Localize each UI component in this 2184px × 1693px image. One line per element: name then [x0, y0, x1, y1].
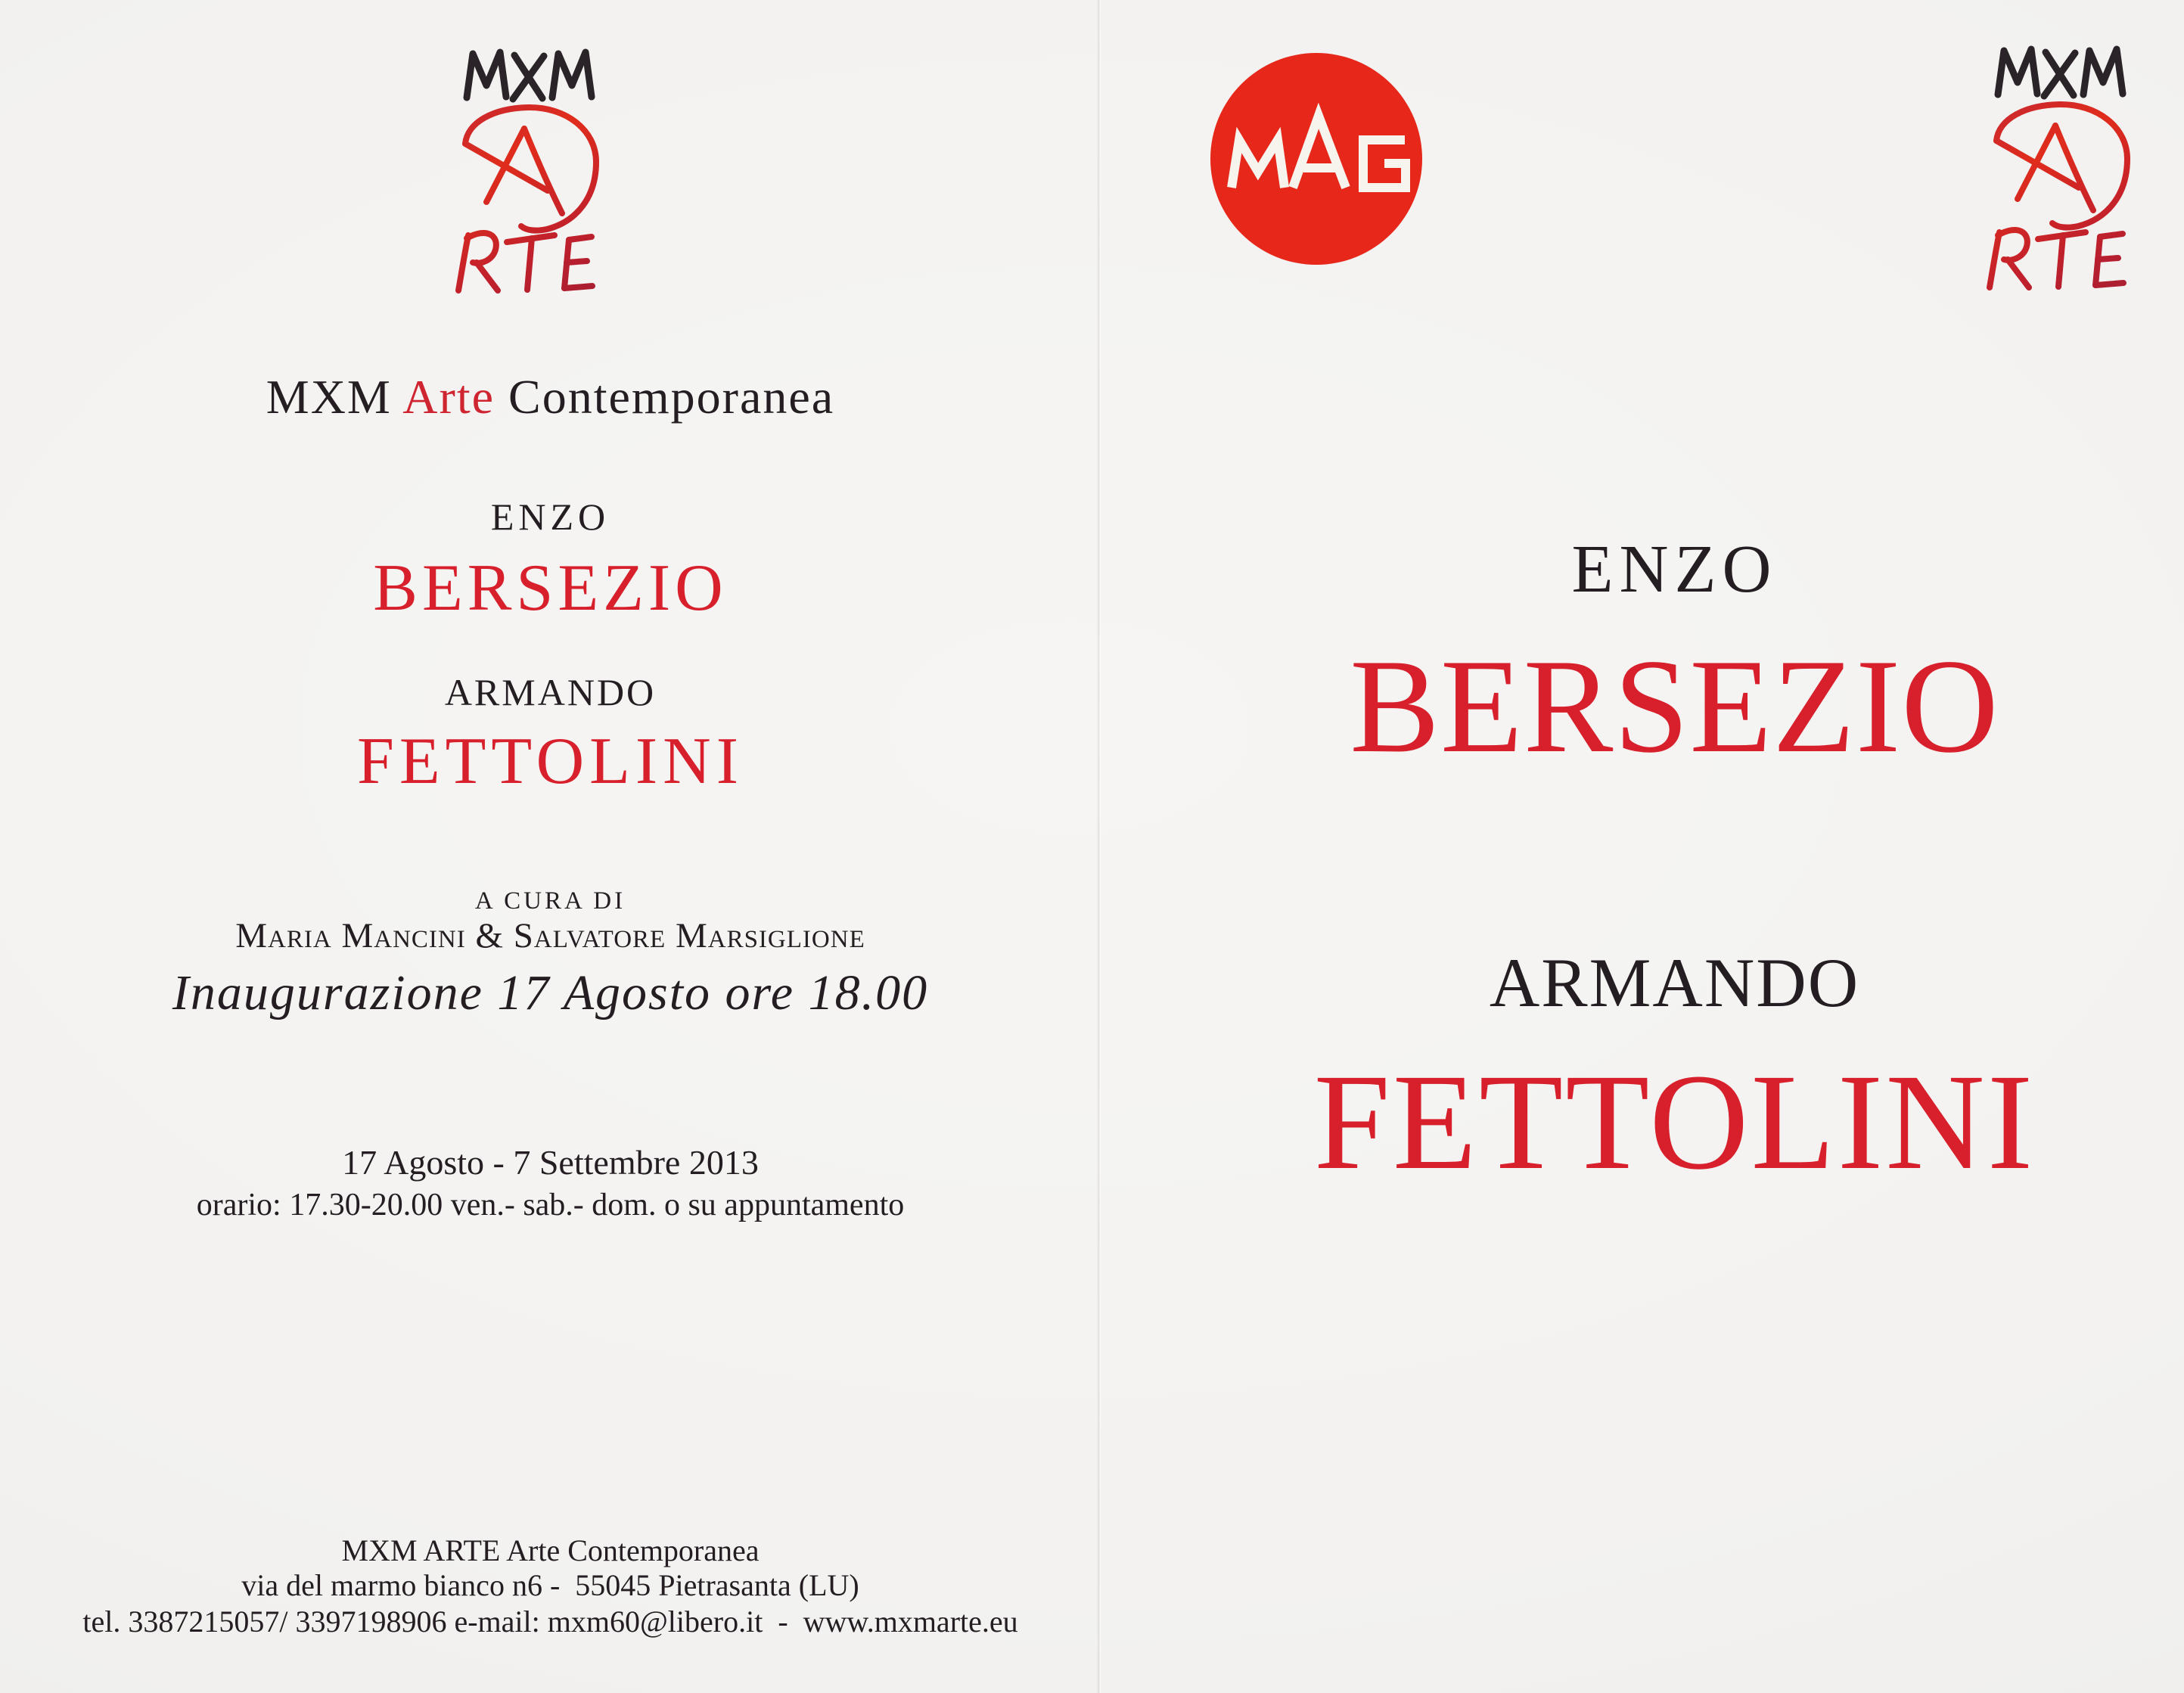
- gallery-title-arte: Arte: [402, 370, 496, 424]
- hours-line: orario: 17.30-20.00 ven.- sab.- dom. o su appuntamento: [196, 1188, 905, 1222]
- curators-line: Maria Mancini & Salvatore Marsiglione: [235, 916, 865, 955]
- dates-line: 17 Agosto - 7 Settembre 2013: [342, 1143, 759, 1182]
- curated-by-label: A CURA DI: [474, 887, 626, 915]
- gallery-title: [0, 370, 1101, 424]
- artist-last-name: FETTOLINI: [1313, 1046, 2036, 1198]
- gallery-title-contemporanea: Contemporanea: [508, 370, 835, 424]
- artist-first-name: ENZO: [1571, 532, 1778, 607]
- artist-last-name: FETTOLINI: [356, 725, 744, 798]
- artist-first-name: ARMANDO: [1489, 944, 1860, 1021]
- gallery-title-mxm: MXM: [266, 370, 392, 424]
- footer-gallery-name: MXM ARTE Arte Contemporanea: [341, 1533, 760, 1567]
- footer-address: via del marmo bianco n6 - 55045 Pietrasanta (LU): [241, 1568, 859, 1602]
- right-panel: [1165, 0, 2184, 1693]
- mxm-arte-logo-left: [455, 47, 606, 298]
- opening-line: Inaugurazione 17 Agosto ore 18.00: [172, 965, 929, 1020]
- artist-last-name: BERSEZIO: [1350, 631, 1999, 781]
- artist-first-name: ENZO: [490, 495, 610, 538]
- artist-first-name: ARMANDO: [444, 671, 657, 713]
- artist-last-name: BERSEZIO: [373, 551, 728, 625]
- footer-contacts: tel. 3387215057/ 3397198906 e-mail: mxm60@libero.it - www.mxmarte.eu: [82, 1604, 1018, 1639]
